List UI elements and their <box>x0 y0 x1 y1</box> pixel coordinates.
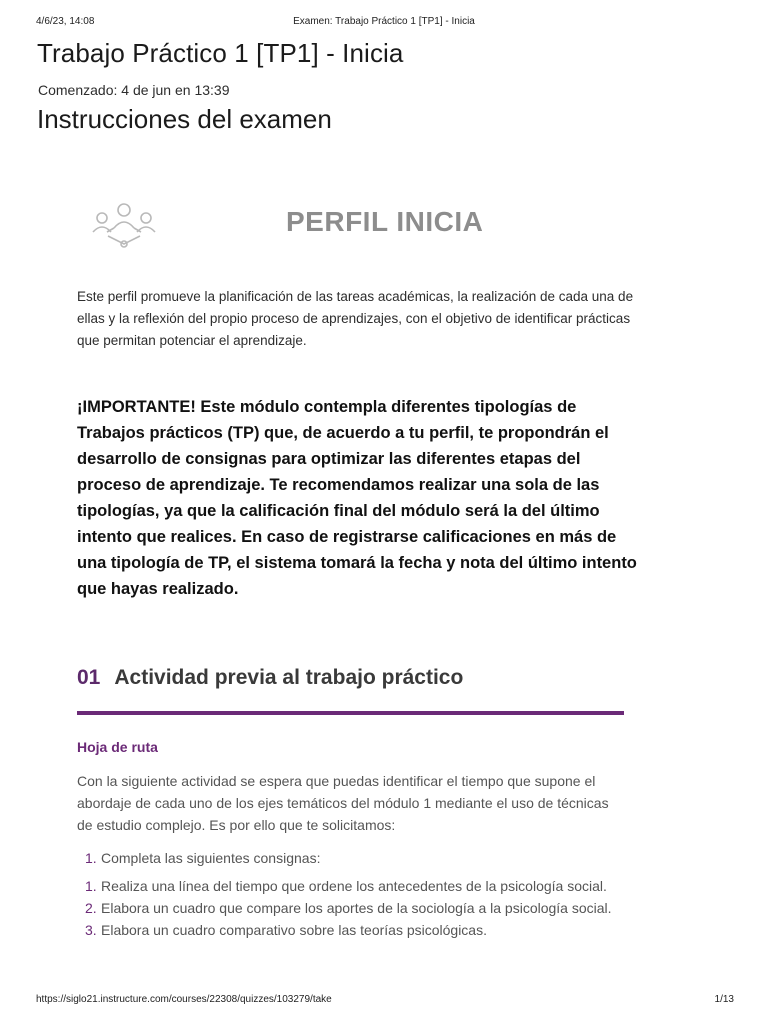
roadmap-text: Con la siguiente actividad se espera que puedas identificar el tiempo que supone el abordaje de cada uno de los ejes temáticos del módulo 1 mediante el uso de técnicas de estudio complejo. Es por ello que te solicitamos: <box>77 773 609 833</box>
sub-steps-list <box>77 875 637 941</box>
roadmap-label: Hoja de ruta <box>77 739 158 755</box>
list-item <box>77 919 637 941</box>
list-item-text: Realiza una línea del tiempo que ordene los antecedentes de la psicología social. <box>101 878 607 894</box>
list-item <box>77 847 637 869</box>
print-footer <box>0 994 768 1008</box>
list-item-number: 2. <box>85 900 97 916</box>
page-url: https://siglo21.instructure.com/courses/22308/quizzes/103279/take <box>36 994 332 1005</box>
activity-title: Actividad previa al trabajo práctico <box>114 666 464 689</box>
page-count: 1/13 <box>714 994 734 1005</box>
profile-intro-text: Este perfil promueve la planificación de las tareas académicas, la realización de cada una de ellas y la reflexión del propio proceso de aprendizajes, con el objetivo de identificar prácticas que permitan potenciar el aprendizaje. <box>77 289 634 348</box>
print-header <box>0 16 768 30</box>
main-steps-list <box>77 847 637 869</box>
people-network-icon <box>88 198 160 250</box>
activity-number: 01 <box>77 666 101 689</box>
activity-divider <box>77 711 624 715</box>
list-item-text: Elabora un cuadro comparativo sobre las teorías psicológicas. <box>101 922 487 938</box>
instructions-heading: Instrucciones del examen <box>37 104 332 134</box>
list-item-number: 1. <box>85 850 97 866</box>
started-timestamp: Comenzado: 4 de jun en 13:39 <box>38 82 230 98</box>
profile-title: PERFIL INICIA <box>286 206 484 237</box>
list-item-number: 1. <box>85 878 97 894</box>
list-item-number: 3. <box>85 922 97 938</box>
list-item <box>77 897 637 919</box>
print-title: Examen: Trabajo Práctico 1 [TP1] - Inicia <box>293 16 475 27</box>
list-item-text: Elabora un cuadro que compare los aportes de la sociología a la psicología social. <box>101 900 612 916</box>
page-title: Trabajo Práctico 1 [TP1] - Inicia <box>37 38 404 68</box>
list-item-text: Completa las siguientes consignas: <box>101 850 321 866</box>
print-date: 4/6/23, 14:08 <box>36 16 95 27</box>
activity-heading <box>77 666 463 690</box>
list-item <box>77 875 637 897</box>
important-notice: ¡IMPORTANTE! Este módulo contempla diferentes tipologías de Trabajos prácticos (TP) que, de acuerdo a tu perfil, te propondrán el desarrollo de consignas para optimizar las diferentes etapas del proceso de aprendizaje. Te recomendamos realizar una sola de las tipologías, ya que la calificación final del módulo será la del último intento que realices. En caso de registrarse calificaciones en más de una tipología de TP, el sistema tomará la fecha y nota del último intento que hayas realizado. <box>77 398 637 598</box>
